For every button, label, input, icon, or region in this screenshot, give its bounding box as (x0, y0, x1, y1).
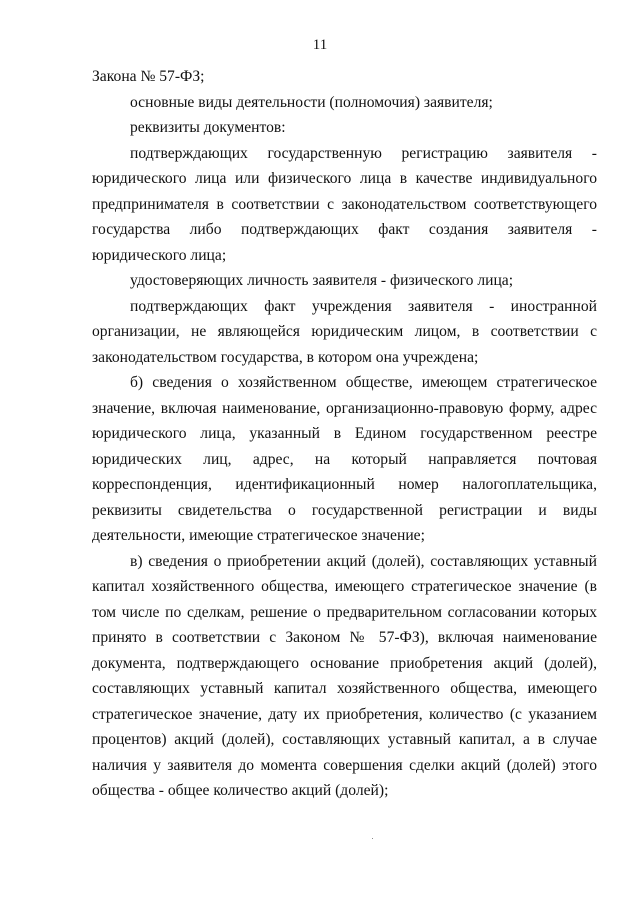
paragraph-law-reference: Закона № 57-ФЗ; (92, 68, 205, 85)
paragraph-main-activities: основные виды деятельности (полномочия) заявителя; (130, 93, 493, 111)
document-body (92, 64, 597, 804)
paragraph-item-b: б) сведения о хозяйственном обществе, имеющем стратегическое значение, включая наименование, организационно-правовую форму, адрес юридического лица, указанный в Едином государственном реестре юридических лиц, адрес, на который направляется почтовая корреспонденция, идентификационный номер налогоплательщика, реквизиты свидетельства о государственной регистрации и виды деятельности, имеющие стратегическое значение; (92, 374, 597, 544)
paragraph-registration-confirmation: подтверждающих государственную регистрацию заявителя - юридического лица или физического лица в качестве индивидуального предпринимателя в соответствии с законодательством соответствующего государства либо подтверждающих факт создания заявителя - юридического лица; (92, 144, 597, 264)
paragraph-foreign-organization: подтверждающих факт учреждения заявителя - иностранной организации, не являющейся юридическим лицом, в соответствии с законодательством государства, в котором она учреждена; (92, 297, 597, 366)
paragraph-document-details: реквизиты документов: (130, 119, 286, 136)
paragraph-identity-documents: удостоверяющих личность заявителя - физического лица; (130, 272, 514, 289)
paragraph-item-v: в) сведения о приобретении акций (долей), составляющих уставный капитал хозяйственного общества, имеющего стратегическое значение (в том числе по сделкам, решение о предварительном согласовании которых принято в соответствии с Законом № 57-ФЗ), включая наименование документа, подтверждающего основание приобретения акций (долей), составляющих уставный капитал хозяйственного общества, имеющего стратегическое значение, дату их приобретения, количество (с указанием процентов) акций (долей), составляющих уставный капитал, а в случае наличия у заявителя до момента совершения сделки акций (долей) этого общества - общее количество акций (долей); (92, 552, 597, 799)
page-number: 11 (312, 37, 328, 53)
scan-speck (372, 838, 373, 839)
